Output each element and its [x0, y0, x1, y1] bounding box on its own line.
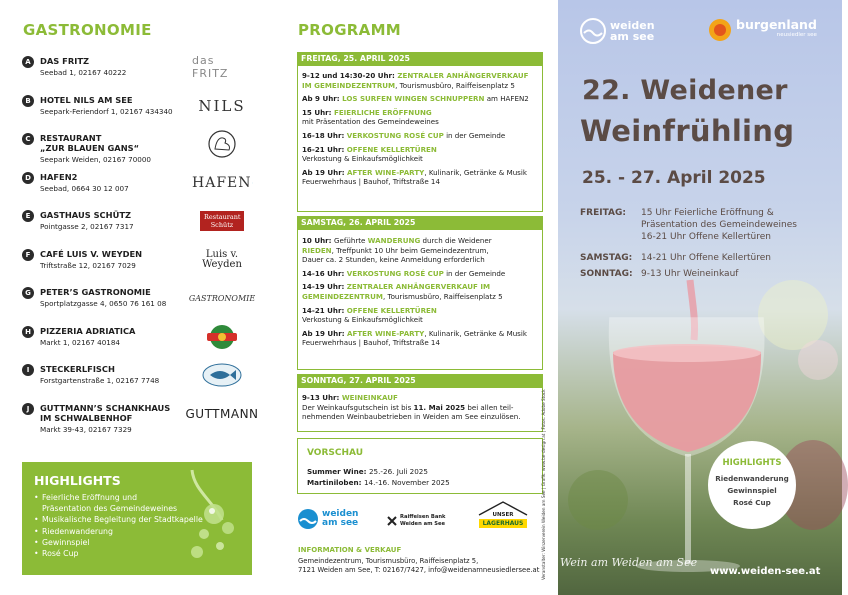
- restaurant-letter-badge: C: [22, 133, 34, 145]
- restaurant-logo-text: Restaurant Schütz: [200, 211, 244, 231]
- restaurant-address: Pointgasse 2, 02167 7317: [40, 222, 134, 231]
- info-title: INFORMATION & VERKAUF: [298, 546, 402, 554]
- restaurant-letter-badge: D: [22, 172, 34, 184]
- restaurant-logo: [192, 92, 252, 120]
- restaurant-name: DAS FRITZ: [40, 56, 89, 66]
- highlights-badge: [708, 441, 796, 529]
- program-text: 10 Uhr:: [302, 236, 334, 245]
- vorschau-summer-wine: [307, 467, 428, 476]
- program-text: VERKOSTUNG ROSÉ CUP: [346, 130, 444, 140]
- imprint-text: Veranstalter: Winzerverein Weiden am See | Grafik: www.be-design.at | Fotos: Adobe Stock: [541, 389, 546, 580]
- program-text: Verkostung & Einkaufsmöglichkeit: [302, 315, 423, 325]
- highlight-item: [34, 492, 203, 503]
- restaurant-letter-badge: H: [22, 326, 34, 338]
- program-text: Der Weinkaufsgutschein ist bis: [302, 402, 414, 412]
- program-line: [298, 292, 542, 302]
- program-line: [298, 236, 542, 246]
- info-line: 7121 Weiden am See, T: 02167/7427, info@weidenamneusiedlersee.at: [298, 566, 540, 574]
- restaurant-letter-badge: I: [22, 364, 34, 376]
- signature-logo: [558, 540, 698, 576]
- program-text: 11. Mai 2025: [413, 402, 466, 412]
- highlight-item: [34, 548, 203, 559]
- restaurant-name: STECKERLFISCH: [40, 364, 115, 374]
- restaurant-name-line2: „ZUR BLAUEN GANS“: [40, 143, 140, 153]
- restaurant-item: [22, 248, 252, 287]
- weiden-am-see-logo: [297, 508, 358, 530]
- restaurant-letter-badge: A: [22, 56, 34, 68]
- weiden-logo-text: weiden: [322, 509, 359, 519]
- program-text: , Tourismusbüro, Raiffeisenplatz 5: [395, 80, 515, 90]
- highlight-text: Präsentation des Gemeindeweines: [42, 504, 178, 514]
- restaurant-logo: [192, 246, 252, 274]
- restaurant-logo: [192, 130, 252, 158]
- program-text: Geführte: [333, 236, 368, 245]
- restaurant-letter-badge: E: [22, 210, 34, 222]
- program-text: 14-19 Uhr:: [302, 282, 347, 292]
- restaurant-logo: [192, 361, 252, 389]
- fish-icon: [202, 363, 242, 387]
- program-line: [298, 306, 542, 316]
- program-line: [298, 117, 542, 127]
- vorschau-martiniloben: [307, 478, 450, 487]
- restaurant-name: HAFEN2: [40, 171, 78, 182]
- program-line: [298, 269, 542, 279]
- highlight-item: [34, 514, 203, 525]
- vorschau-title: VORSCHAU: [307, 448, 364, 458]
- restaurant-logo: [192, 169, 252, 197]
- restaurant-address: Forstgartenstraße 1, 02167 7748: [40, 376, 160, 385]
- website-url[interactable]: www.weiden-see.at: [710, 566, 821, 577]
- program-text: Feuerwehrhaus | Bauhof, Triftstraße 14: [302, 338, 440, 348]
- highlights-list: [34, 492, 203, 559]
- goose-icon: [205, 129, 239, 159]
- restaurant-letter-badge: J: [22, 403, 34, 415]
- programm-title: PROGRAMM: [298, 21, 402, 39]
- programm-panel: [281, 0, 558, 595]
- restaurant-name: RESTAURANT: [40, 133, 102, 143]
- program-text: , Tourismusbüro, Raiffeisenplatz 5: [382, 291, 503, 301]
- restaurant-address: Seepark Weiden, 02167 70000: [40, 155, 152, 164]
- cover-schedule-day: SONNTAG:: [580, 269, 633, 279]
- program-text: 15 Uhr:: [302, 107, 334, 117]
- program-text: Ab 9 Uhr:: [302, 94, 343, 104]
- program-line: [298, 177, 542, 187]
- program-line: [298, 168, 542, 178]
- restaurant-address: Seepark-Feriendorf 1, 02167 434340: [40, 106, 173, 116]
- restaurant-address: Seebad, 0664 30 12 007: [40, 183, 129, 193]
- program-text: 14-16 Uhr:: [302, 268, 347, 278]
- restaurant-name: PETER’S GASTRONOMIE: [40, 287, 151, 297]
- program-text: in der Gemeinde: [443, 268, 506, 278]
- program-text: 16-18 Uhr:: [302, 130, 347, 140]
- restaurant-logo-text: NILS: [198, 96, 246, 115]
- restaurant-logo: [185, 400, 259, 428]
- highlight-text: Riedenwanderung: [42, 526, 113, 536]
- raiffeisen-logo-text: Raiffeisen Bank: [400, 514, 446, 520]
- highlight-item: [34, 503, 203, 514]
- highlights-box: [22, 462, 252, 575]
- restaurant-letter-badge: F: [22, 249, 34, 261]
- restaurant-address: Markt 1, 02167 40184: [40, 337, 120, 347]
- program-text: am HAFEN2: [484, 94, 529, 104]
- program-text: 16-21 Uhr:: [302, 144, 347, 154]
- restaurant-address: Markt 39-43, 02167 7329: [40, 424, 132, 434]
- program-text: in der Gemeinde: [443, 130, 506, 140]
- restaurant-address: Seebad 1, 02167 40222: [40, 68, 127, 77]
- raiffeisen-logo: [387, 514, 445, 527]
- friday-events: [297, 66, 543, 212]
- cover-schedule-text: Präsentation des Gemeindeweines: [641, 220, 797, 230]
- cover-schedule-day: FREITAG:: [580, 208, 626, 218]
- program-text: Feuerwehrhaus | Bauhof, Triftstraße 14: [302, 177, 440, 187]
- program-text: GEMEINDEZENTRUM: [302, 291, 383, 301]
- program-text: ZENTRALER ANHÄNGERVERKAUF IM: [346, 282, 491, 292]
- restaurant-name: GASTHAUS SCHÜTZ: [40, 210, 131, 220]
- raiffeisen-logo-text-2: Weiden am See: [400, 520, 446, 527]
- info-line: Gemeindezentrum, Tourismusbüro, Raiffeisenplatz 5,: [298, 557, 479, 565]
- program-line: [298, 393, 542, 403]
- sponsor-logos: [297, 500, 543, 542]
- weiden-brand-text: weiden: [610, 19, 655, 32]
- restaurant-logo: [188, 284, 256, 312]
- program-line: [298, 412, 542, 422]
- program-text: , Kulinarik, Getränke & Musik: [424, 167, 527, 177]
- program-line: [298, 154, 542, 164]
- highlight-text: Feierliche Eröffnung und: [42, 493, 138, 502]
- program-text: 9-13 Uhr:: [302, 393, 342, 402]
- highlight-text: Gewinnspiel: [42, 537, 90, 547]
- program-text: AFTER WINE-PARTY: [347, 328, 425, 338]
- program-text: Ab 19 Uhr:: [302, 328, 347, 338]
- program-line: [298, 338, 542, 348]
- program-line: [298, 71, 542, 81]
- program-line: [298, 246, 542, 256]
- program-line: [298, 108, 542, 118]
- restaurant-name: HOTEL NILS AM SEE: [40, 94, 133, 105]
- restaurant-letter-badge: B: [22, 95, 34, 107]
- program-line: [298, 145, 542, 155]
- highlight-text: Musikalische Begleitung der Stadtkapelle: [42, 515, 203, 525]
- restaurant-logo-text: GUTTMANN: [185, 406, 259, 421]
- restaurant-item: [22, 402, 259, 441]
- program-line: [298, 255, 542, 265]
- program-text: WANDERUNG: [367, 236, 421, 245]
- event-dates: 25. - 27. April 2025: [582, 168, 766, 188]
- weiden-wave-icon: [297, 508, 319, 530]
- program-text: ZENTRALER ANHÄNGERVERKAUF: [397, 71, 529, 80]
- cover-schedule-text: 14-21 Uhr Offene Kellertüren: [641, 253, 771, 263]
- cover-schedule-day: SAMSTAG:: [580, 253, 633, 263]
- restaurant-item: [22, 286, 256, 325]
- burgenland-subtext: neusiedler see: [776, 32, 817, 38]
- cover-schedule-text: 16-21 Uhr Offene Kellertüren: [641, 232, 771, 242]
- restaurant-item: [22, 94, 252, 133]
- program-text: AFTER WINE-PARTY: [347, 167, 425, 177]
- program-line: [298, 282, 542, 292]
- bullet-icon: •: [34, 526, 39, 536]
- restaurant-name: CAFÉ LUIS V. WEYDEN: [40, 248, 143, 259]
- program-text: IM GEMEINDEZENTRUM: [302, 80, 396, 90]
- grape-drops-illustration: [182, 470, 242, 560]
- program-line: [298, 315, 542, 325]
- lagerhaus-name: LAGERHAUS: [479, 519, 527, 528]
- signature-text: Wein am Weiden am See: [560, 556, 698, 569]
- restaurant-logo-text: GASTRONOMIE: [188, 293, 256, 303]
- gastronomie-title: GASTRONOMIE: [23, 21, 152, 39]
- program-text: OFFENE KELLERTÜREN: [346, 144, 437, 154]
- lagerhaus-logo: [475, 500, 531, 540]
- cover-schedule-text: 15 Uhr Feierliche Eröffnung &: [641, 208, 774, 218]
- program-text: 14-21 Uhr:: [302, 305, 347, 315]
- restaurant-item: [22, 363, 252, 402]
- highlight-item: [34, 526, 203, 537]
- highlights-title: HIGHLIGHTS: [34, 473, 121, 488]
- program-text: durch die Weidener: [420, 236, 492, 245]
- bullet-icon: •: [34, 515, 39, 525]
- program-text: Dauer ca. 2 Stunden, keine Anmeldung erforderlich: [302, 255, 485, 265]
- wine-glass-illustration: [558, 0, 842, 595]
- sunday-header: SONNTAG, 27. APRIL 2025: [297, 374, 543, 388]
- vorschau-value: 14.-16. November 2025: [363, 478, 450, 487]
- restaurant-item: [22, 171, 252, 210]
- friday-header: FREITAG, 25. APRIL 2025: [297, 52, 543, 66]
- program-text: mit Präsentation des Gemeindeweines: [302, 117, 439, 127]
- restaurant-logo: [192, 207, 252, 235]
- cover-schedule-text: 9-13 Uhr Weineinkauf: [641, 269, 739, 279]
- badge-line: Gewinnspiel: [727, 486, 777, 495]
- restaurant-logo-text: Luis v. Weyden: [202, 248, 242, 270]
- program-line: [298, 81, 542, 91]
- burgenland-text: burgenland: [736, 17, 817, 32]
- restaurant-logo-text: HAFEN: [192, 174, 252, 191]
- pizzeria-badge-icon: [204, 324, 240, 350]
- gastronomie-panel: [0, 0, 281, 595]
- program-line: [298, 403, 542, 413]
- saturday-header: SAMSTAG, 26. APRIL 2025: [297, 216, 543, 230]
- program-line: [298, 329, 542, 339]
- restaurant-list: [22, 54, 259, 440]
- restaurant-name: PIZZERIA ADRIATICA: [40, 325, 136, 336]
- program-text: OFFENE KELLERTÜREN: [346, 305, 437, 315]
- program-line: [298, 94, 542, 104]
- restaurant-letter-badge: G: [22, 287, 34, 299]
- restaurant-address: Sportplatzgasse 4, 0650 76 161 08: [40, 299, 167, 308]
- program-text: nehmenden Weinbaubetrieben in Weiden am See einzulösen.: [302, 412, 521, 422]
- program-text: WEINEINKAUF: [341, 393, 398, 402]
- program-line: [298, 131, 542, 141]
- badge-line: Riedenwanderung: [715, 474, 789, 483]
- program-text: bei allen teil-: [465, 402, 514, 412]
- vorschau-box: [297, 438, 543, 494]
- restaurant-logo-text: das FRITZ: [192, 54, 229, 80]
- raiffeisen-cross-icon: [387, 516, 397, 526]
- sunday-events: [297, 388, 543, 432]
- bullet-icon: •: [34, 537, 39, 547]
- restaurant-name: GUTTMANN’S SCHANKHAUS: [40, 402, 171, 413]
- restaurant-logo: [192, 53, 252, 81]
- program-text: LOS SURFEN WINGEN SCHNUPPERN: [342, 94, 485, 104]
- weiden-logo-text-2: am see: [322, 518, 359, 528]
- restaurant-logo: [192, 323, 252, 351]
- program-text: , Kulinarik, Getränke & Musik: [424, 328, 527, 338]
- program-text: Ab 19 Uhr:: [302, 167, 347, 177]
- highlight-item: [34, 537, 203, 548]
- vorschau-label: Summer Wine:: [307, 467, 369, 476]
- program-text: 9-12 und 14:30-20 Uhr:: [302, 71, 398, 80]
- restaurant-address: Triftstraße 12, 02167 7029: [40, 260, 136, 270]
- program-text: VERKOSTUNG ROSÉ CUP: [346, 268, 444, 278]
- program-text: FEIERLICHE ERÖFFNUNG: [333, 107, 432, 117]
- bullet-icon: •: [34, 493, 39, 502]
- restaurant-item: [22, 55, 252, 94]
- badge-title: HIGHLIGHTS: [722, 458, 782, 468]
- highlight-text: Rosé Cup: [42, 549, 79, 559]
- lagerhaus-top-text: UNSER: [492, 512, 514, 518]
- event-title-line1: 22. Weidener: [582, 75, 788, 106]
- program-text: , Treffpunkt 10 Uhr beim Gemeindezentrum,: [331, 245, 489, 255]
- bullet-icon: •: [34, 549, 39, 559]
- saturday-events: [297, 230, 543, 370]
- cover-panel: [558, 0, 842, 595]
- weiden-brand-text-2: am see: [610, 30, 655, 43]
- restaurant-item: [22, 325, 252, 364]
- restaurant-item: [22, 132, 252, 171]
- program-text: RIEDEN: [302, 245, 332, 255]
- restaurant-name-line2: IM SCHWALBENHOF: [40, 412, 133, 423]
- restaurant-item: [22, 209, 252, 248]
- badge-line: Rosé Cup: [733, 498, 771, 507]
- event-title-line2: Weinfrühling: [580, 114, 795, 148]
- program-text: Verkostung & Einkaufsmöglichkeit: [302, 154, 423, 164]
- vorschau-label: Martiniloben:: [307, 478, 364, 487]
- imprint-vertical: [541, 300, 548, 580]
- vorschau-value: 25.-26. Juli 2025: [368, 467, 428, 476]
